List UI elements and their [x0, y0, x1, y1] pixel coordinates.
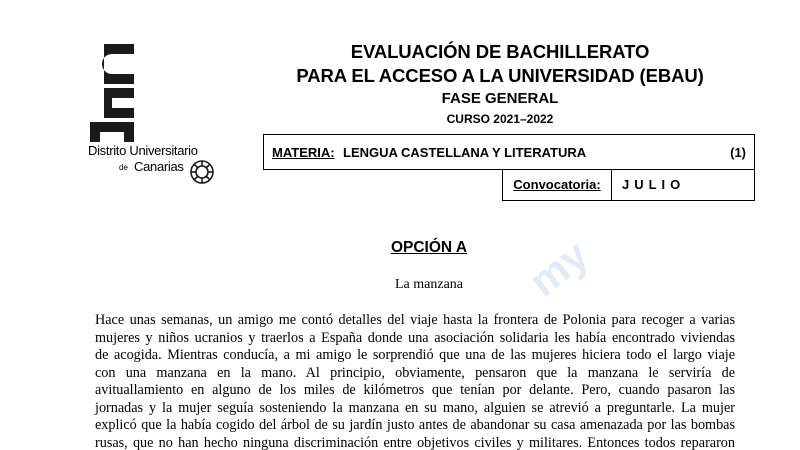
watermark: my	[520, 230, 597, 306]
body-paragraph	[95, 312, 735, 450]
body-line: Hace unas semanas, un amigo me contó detalles del viaje hasta la frontera de Polonia para recoger a varias	[95, 312, 735, 328]
session-box	[502, 169, 755, 201]
session-value: JULIO	[622, 177, 686, 192]
subject-box	[263, 134, 755, 170]
body-line: jornadas y la mujer seguía sosteniendo la manzana en su mano, alguien se atrevió a preguntarle. La mujer	[95, 399, 735, 416]
subject-label: MATERIA:	[272, 145, 335, 160]
exam-course: CURSO 2021–2022	[446, 112, 554, 126]
exam-subtitle: PARA EL ACCESO A LA UNIVERSIDAD (EBAU)	[296, 65, 704, 86]
exam-title: EVALUACIÓN DE BACHILLERATO	[350, 41, 650, 62]
subject-value: LENGUA CASTELLANA Y LITERATURA	[343, 145, 587, 160]
body-line: mujeres y niños ucranios y traerlos a España donde una asociación solidaria les había encontrado viviendas	[95, 329, 735, 346]
body-line: de acogida. Mientras conducía, a mi amigo le sorprendió que una de las mujeres hiciera todo el largo viaje	[95, 347, 735, 363]
text-title: La manzana	[394, 277, 463, 292]
session-label: Convocatoria:	[503, 170, 612, 200]
duc-logo	[84, 42, 229, 192]
exam-phase: FASE GENERAL	[441, 90, 559, 107]
logo-text-canarias: Canarias	[134, 159, 184, 174]
body-line: explicó que la había cogido del árbol de su jardín justo antes de abandonar su casa amenazada por las bombas	[95, 417, 735, 433]
option-heading: OPCIÓN A	[390, 239, 468, 256]
body-line: rusas, que no han hecho ninguna discriminación entre objetivos civiles y militares. Entonces todos repararon	[95, 434, 735, 450]
logo-text-de: de	[119, 163, 128, 172]
body-line: con una manzana en la mano. Al principio, obviamente, pensaron que la manzana le serviría de	[95, 364, 735, 381]
subject-number: (1)	[730, 145, 746, 160]
logo-text-distrito: Distrito Universitario	[88, 143, 198, 158]
exam-header	[262, 40, 738, 128]
body-line: avituallamiento en alguno de los miles de kilómetros que tenían por delante. Pero, cuando pasaron las	[95, 382, 735, 398]
